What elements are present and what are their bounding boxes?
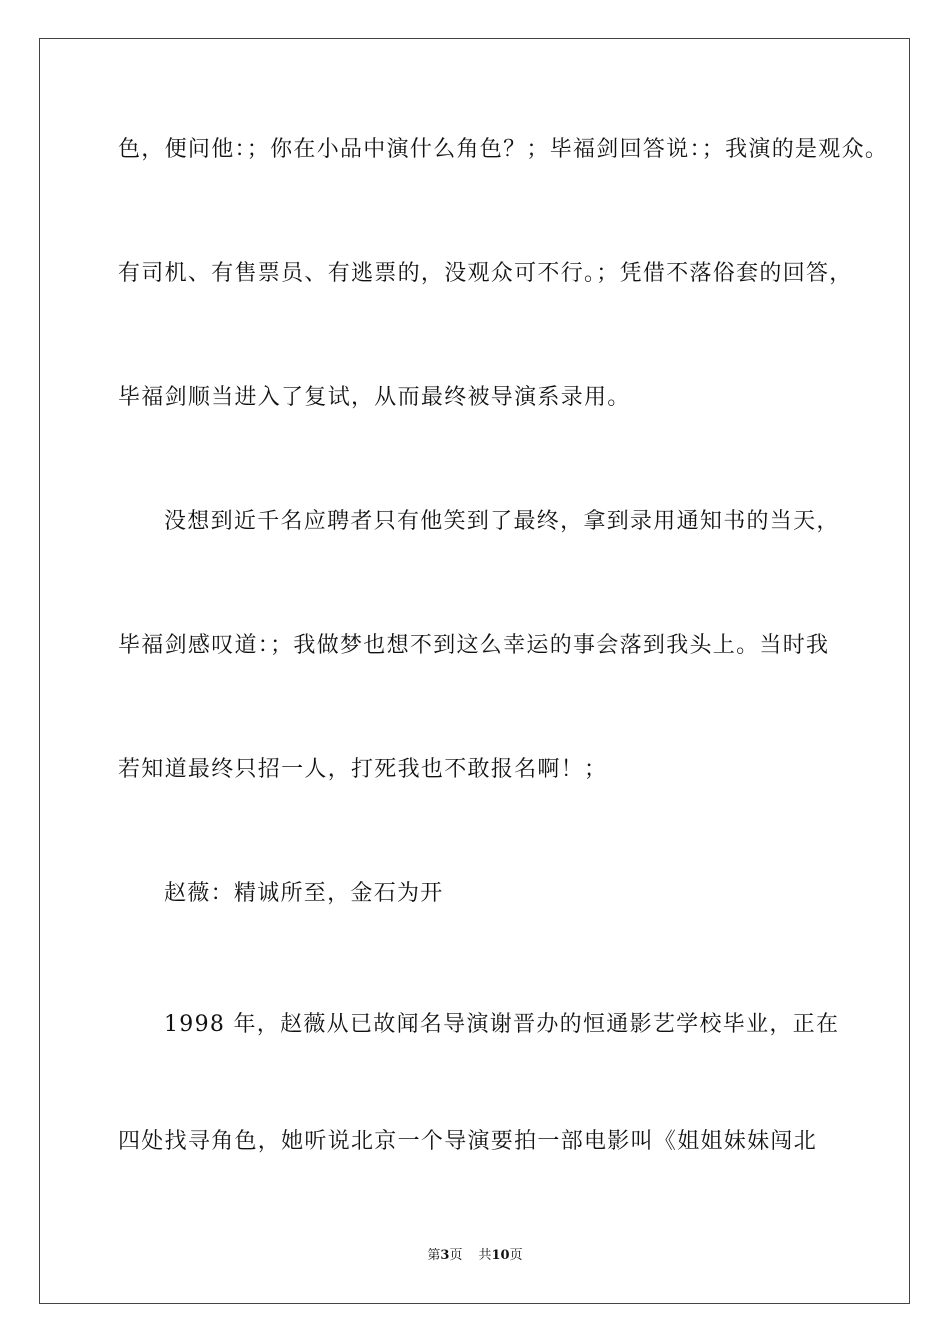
- body-line-5: 毕福剑感叹道：；我做梦也想不到这么幸运的事会落到我头上。当时我: [118, 633, 830, 658]
- section-heading: 赵薇：精诚所至，金石为开: [164, 881, 444, 906]
- footer-page-prefix: 第: [427, 1248, 441, 1263]
- page-border: [39, 38, 910, 1304]
- footer-page-total: 10: [491, 1248, 510, 1263]
- body-line-3: 毕福剑顺当进入了复试，从而最终被导演系录用。: [118, 385, 631, 410]
- body-line-4: 没想到近千名应聘者只有他笑到了最终，拿到录用通知书的当天，: [164, 509, 840, 534]
- footer-total-prefix: 共: [478, 1248, 492, 1263]
- body-line-2: 有司机、有售票员、有逃票的，没观众可不行。；凭借不落俗套的回答，: [118, 261, 853, 286]
- page-footer: [0, 1246, 950, 1266]
- footer-page-suffix: 页: [449, 1248, 463, 1263]
- body-line-6: 若知道最终只招一人，打死我也不敢报名啊！；: [118, 757, 608, 782]
- body-line-8: 1998 年，赵薇从已故闻名导演谢晋办的恒通影艺学校毕业，正在: [164, 1012, 840, 1037]
- footer-total-suffix: 页: [509, 1248, 523, 1263]
- footer-page-current: 3: [440, 1248, 450, 1263]
- body-line-9: 四处找寻角色，她听说北京一个导演要拍一部电影叫《姐姐妹妹闯北: [118, 1129, 818, 1154]
- body-line-1: 色，便问他：；你在小品中演什么角色？；毕福剑回答说：；我演的是观众。: [118, 137, 889, 162]
